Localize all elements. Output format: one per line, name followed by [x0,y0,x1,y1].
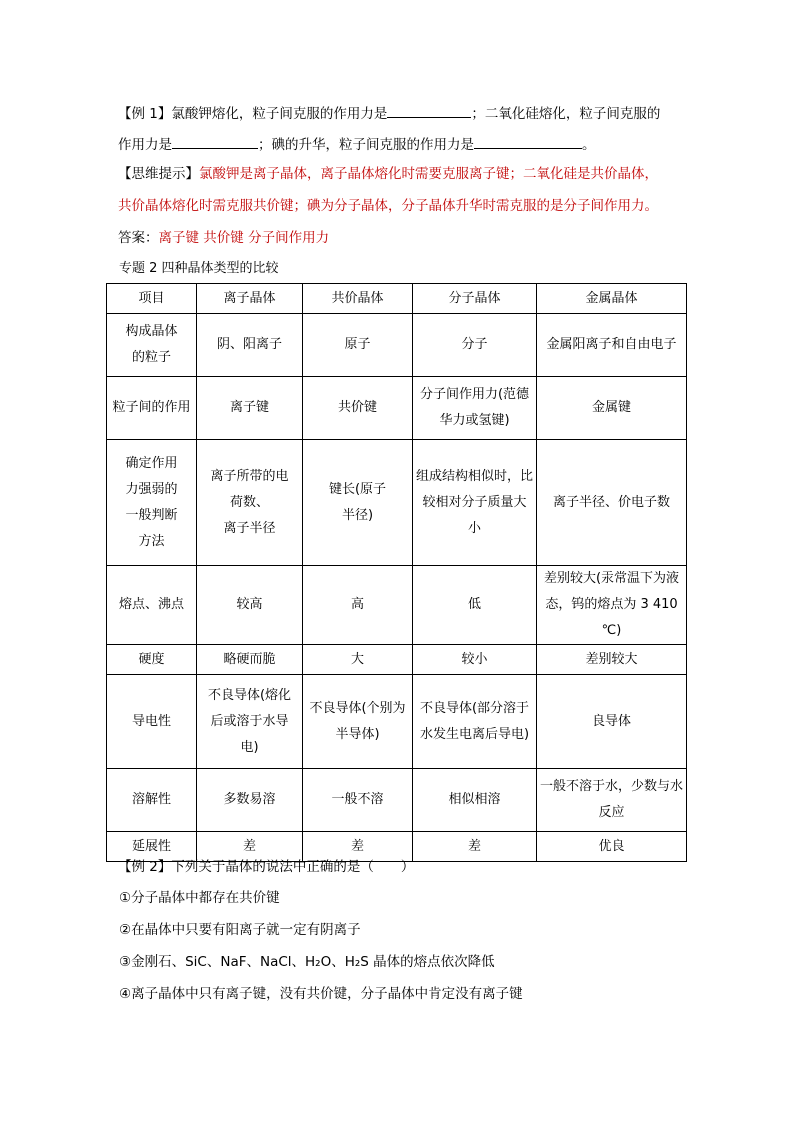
hint-line1 [118,164,658,184]
example1-line2 [118,134,596,155]
table-cell: 差别较大(汞常温下为液 态，钨的熔点为 3 410 ℃) [537,566,687,645]
table-cell: 阴、阳离子 [197,314,303,377]
example1-line1 [118,103,660,124]
table-cell: 差别较大 [537,645,687,675]
topic-title: 专题 2 四种晶体类型的比较 [119,261,279,276]
table-row [107,566,687,645]
example1-q1: 氯酸钾熔化，粒子间克服的作用力是 [171,106,388,122]
table-cell: 金属阳离子和自由电子 [537,314,687,377]
table-cell: 离子键 [197,377,303,440]
answer-line [118,228,329,248]
hint-text-1: 氯酸钾是离子晶体，离子晶体熔化时需要克服离子键；二氧化硅是共价晶体， [199,166,658,182]
table-cell: 不良导体(部分溶于 水发生电离后导电) [413,675,537,769]
header-cell: 离子晶体 [197,284,303,314]
table-cell: 良导体 [537,675,687,769]
table-cell: 优良 [537,832,687,862]
answer-blank-2[interactable] [172,134,258,149]
header-cell: 项目 [107,284,197,314]
table-cell: 离子半径、价电子数 [537,440,687,566]
table-cell: 溶解性 [107,769,197,832]
table-cell: 多数易溶 [197,769,303,832]
table-cell: 熔点、沸点 [107,566,197,645]
header-cell: 金属晶体 [537,284,687,314]
table-cell: 不良导体(个别为 半导体) [303,675,413,769]
example1-q5: 。 [582,137,596,153]
table-row [107,314,687,377]
table-cell: 高 [303,566,413,645]
table-cell: 硬度 [107,645,197,675]
table-cell: 差 [197,832,303,862]
table-cell: 较小 [413,645,537,675]
crystal-comparison-table [106,283,687,862]
table-cell: 组成结构相似时，比 较相对分子质量大 小 [413,440,537,566]
example1-q3: 作用力是 [118,137,172,153]
table-cell: 一般不溶于水，少数与水 反应 [537,769,687,832]
option-2: ②在晶体中只要有阳离子就一定有阴离子 [119,922,361,938]
example2-line [118,857,414,877]
answer-blank-1[interactable] [387,103,471,118]
table-row [107,440,687,566]
example1-tag: 【例 1】 [118,106,172,122]
table-cell: 金属键 [537,377,687,440]
answer-text: 离子键 共价键 分子间作用力 [158,230,330,246]
hint-text-2: 共价晶体熔化时需克服共价键；碘为分子晶体，分子晶体升华时需克服的是分子间作用力。 [118,198,658,214]
table-row [107,769,687,832]
hint-tag: 【思维提示】 [118,166,199,182]
table-cell: 共价键 [303,377,413,440]
table-cell: 相似相溶 [413,769,537,832]
option-3: ③金刚石、SiC、NaF、NaCl、H₂O、H₂S 晶体的熔点依次降低 [119,954,495,970]
table-cell: 导电性 [107,675,197,769]
table-cell: 分子间作用力(范德 华力或氢键) [413,377,537,440]
table-cell: 确定作用 力强弱的 一般判断 方法 [107,440,197,566]
table-cell: 构成晶体 的粒子 [107,314,197,377]
table-row [107,645,687,675]
header-cell: 分子晶体 [413,284,537,314]
table-row [107,377,687,440]
table-cell: 低 [413,566,537,645]
answer-label: 答案： [118,230,159,246]
answer-blank-3[interactable] [474,134,582,149]
option-4: ④离子晶体中只有离子键，没有共价键，分子晶体中肯定没有离子键 [119,986,523,1002]
table-cell: 分子 [413,314,537,377]
table-cell: 较高 [197,566,303,645]
table-cell: 粒子间的作用 [107,377,197,440]
table-row [107,675,687,769]
example2-tag: 【例 2】 [118,859,172,875]
table-header-row [107,284,687,314]
option-1: ①分子晶体中都存在共价键 [119,890,280,906]
table-cell: 原子 [303,314,413,377]
table-cell: 略硬而脆 [197,645,303,675]
table-cell: 延展性 [107,832,197,862]
table-cell: 键长(原子 半径) [303,440,413,566]
table-cell: 差 [413,832,537,862]
header-cell: 共价晶体 [303,284,413,314]
table-cell: 大 [303,645,413,675]
table-cell: 一般不溶 [303,769,413,832]
table-cell: 不良导体(熔化 后或溶于水导 电) [197,675,303,769]
example2-question: 下列关于晶体的说法中正确的是（ ） [171,859,415,875]
example1-q4: ；碘的升华，粒子间克服的作用力是 [258,137,474,153]
example1-q2: ；二氧化硅熔化，粒子间克服的 [471,106,661,122]
table-cell: 差 [303,832,413,862]
table-cell: 离子所带的电 荷数、 离子半径 [197,440,303,566]
